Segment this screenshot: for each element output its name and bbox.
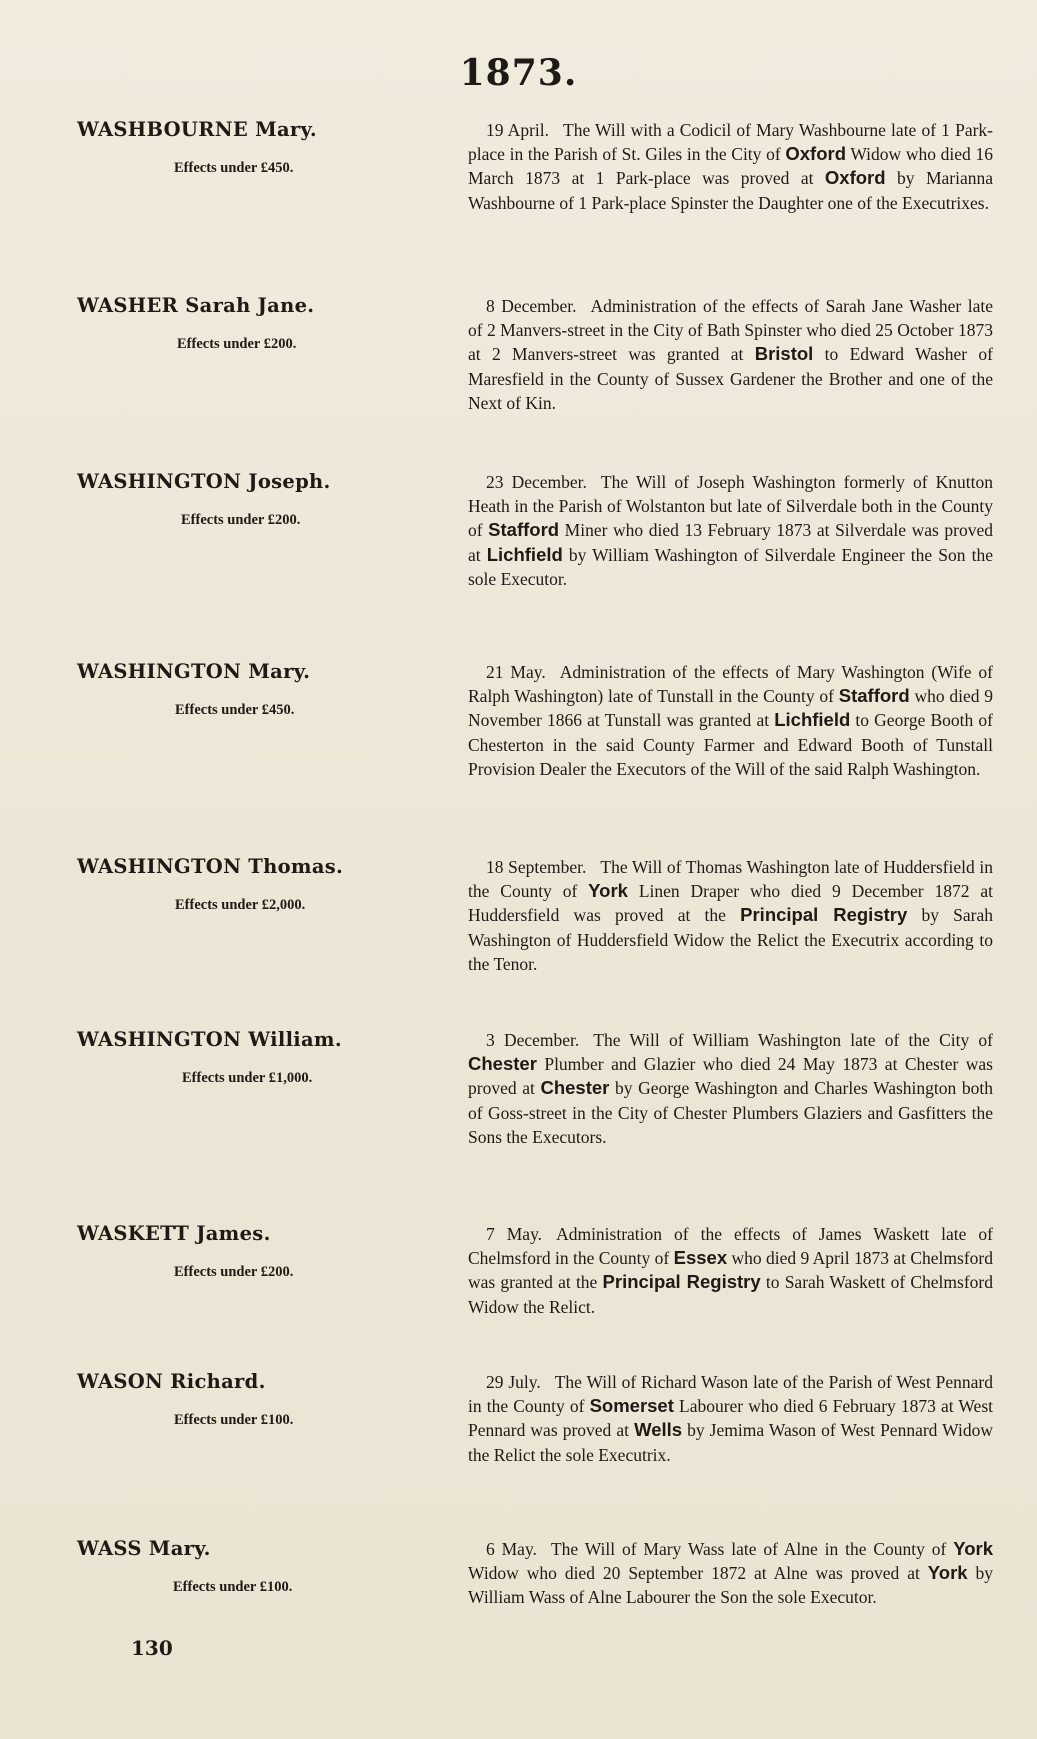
entry-name: WASHBOURNE Mary. [77, 118, 317, 141]
entry-place: Stafford [838, 685, 910, 707]
entry-text: 21 May. Administration of the effects of Mary Washington (Wife of Ralph Washington) late of Tunstall in the County of Stafford who died 9 November 1866 at Tunstall was granted at Lichfield to George Booth of Chesterton in the said County Farmer and Edward Booth of Tunstall Provision Dealer the Executors of the Will of the said Ralph Washington. [468, 662, 993, 779]
entry-date: 3 December. [486, 1030, 580, 1050]
entry-place: Bristol [754, 343, 814, 365]
entry-text: 7 May. Administration of the effects of James Waskett late of Chelmsford in the County of Essex who died 9 April 1873 at Chelmsford was granted at the Principal Registry to Sarah Waskett of Chelmsford Widow the Relict. [468, 1224, 993, 1317]
entry-effects: Effects under £2,000. [175, 897, 306, 913]
entry-place: Stafford [488, 519, 560, 541]
entry-date: 7 May. [486, 1224, 543, 1244]
entry-name: WASHINGTON Joseph. [77, 470, 331, 493]
entry-place: York [588, 880, 628, 902]
entry-place: Chester [540, 1077, 610, 1099]
entry-place: Oxford [824, 167, 886, 189]
entry-name: WASHINGTON Mary. [77, 660, 311, 683]
entry-effects: Effects under £1,000. [182, 1070, 313, 1086]
entry-date: 18 September. [486, 857, 587, 877]
entry-place: Lichfield [774, 709, 851, 731]
entry-text: 18 September. The Will of Thomas Washington late of Huddersfield in the County of York Linen Draper who died 9 December 1872 at Huddersfield was proved at the Principal Registry by Sarah Washington of Huddersfield Widow the Relict the Executrix according to the Tenor. [468, 857, 993, 974]
entry-text: 6 May. The Will of Mary Wass late of Alne in the County of York Widow who died 20 September 1872 at Alne was proved at York by William Wass of Alne Labourer the Son the sole Executor. [468, 1538, 993, 1608]
entry-place: Wells [634, 1419, 683, 1441]
entry-name: WASHINGTON William. [77, 1028, 342, 1051]
entry-name: WASON Richard. [77, 1370, 266, 1393]
entry-date: 6 May. [486, 1539, 537, 1559]
entry-date: 19 April. [486, 120, 549, 140]
entry-place: Chester [468, 1053, 537, 1075]
entry-place: Principal Registry [602, 1271, 761, 1293]
entry-name: WASKETT James. [77, 1222, 271, 1245]
entry-effects: Effects under £450. [175, 702, 295, 718]
entry-date: 29 July. [486, 1372, 541, 1392]
entry-date: 23 December. [486, 472, 587, 492]
entry-place: Lichfield [486, 543, 563, 565]
entry-effects: Effects under £200. [177, 336, 297, 352]
entry-effects: Effects under £100. [173, 1579, 293, 1595]
entry-name: WASHER Sarah Jane. [77, 294, 315, 317]
entry-effects: Effects under £200. [181, 512, 301, 528]
entry-place: Oxford [785, 143, 846, 165]
entry-place: Essex [673, 1247, 728, 1269]
entry-effects: Effects under £100. [174, 1412, 294, 1428]
entry-place: Somerset [589, 1395, 674, 1417]
entry-name: WASHINGTON Thomas. [77, 855, 344, 878]
entry-date: 21 May. [486, 662, 546, 682]
entry-name: WASS Mary. [77, 1537, 211, 1560]
entry-text: 3 December. The Will of William Washington late of the City of Chester Plumber and Glazier who died 24 May 1873 at Chester was proved at Chester by George Washington and Charles Washington both of Goss-street in the City of Chester Plumbers Glaziers and Gasfitters the Sons the Executors. [468, 1030, 994, 1147]
entry-text: 23 December. The Will of Joseph Washington formerly of Knutton Heath in the Parish of Wolstanton but late of Silverdale both in the County of Stafford Miner who died 13 February 1873 at Silverdale was proved at Lichfield by William Washington of Silverdale Engineer the Son the sole Executor. [468, 472, 993, 589]
entry-text: 19 April. The Will with a Codicil of Mary Washbourne late of 1 Park-place in the Parish of St. Giles in the City of Oxford Widow who died 16 March 1873 at 1 Park-place was proved at Oxford by Marianna Washbourne of 1 Park-place Spinster the Daughter one of the Executrixes. [468, 120, 993, 213]
entry-text: 29 July. The Will of Richard Wason late of the Parish of West Pennard in the County of Somerset Labourer who died 6 February 1873 at West Pennard was proved at Wells by Jemima Wason of West Pennard Widow the Relict the sole Executrix. [468, 1372, 993, 1465]
entry-text: 8 December. Administration of the effects of Sarah Jane Washer late of 2 Manvers-street in the City of Bath Spinster who died 25 October 1873 at 2 Manvers-street was granted at Bristol to Edward Washer of Maresfield in the County of Sussex Gardener the Brother and one of the Next of Kin. [468, 296, 993, 413]
page-number: 130 [131, 1636, 173, 1660]
entry-place: York [953, 1538, 993, 1559]
entry-place: Principal Registry [740, 904, 908, 926]
entry-effects: Effects under £450. [174, 160, 294, 176]
entry-date: 8 December. [486, 296, 577, 316]
entry-place: York [927, 1562, 968, 1584]
page-year: 1873. [459, 52, 578, 94]
entry-effects: Effects under £200. [174, 1264, 294, 1280]
